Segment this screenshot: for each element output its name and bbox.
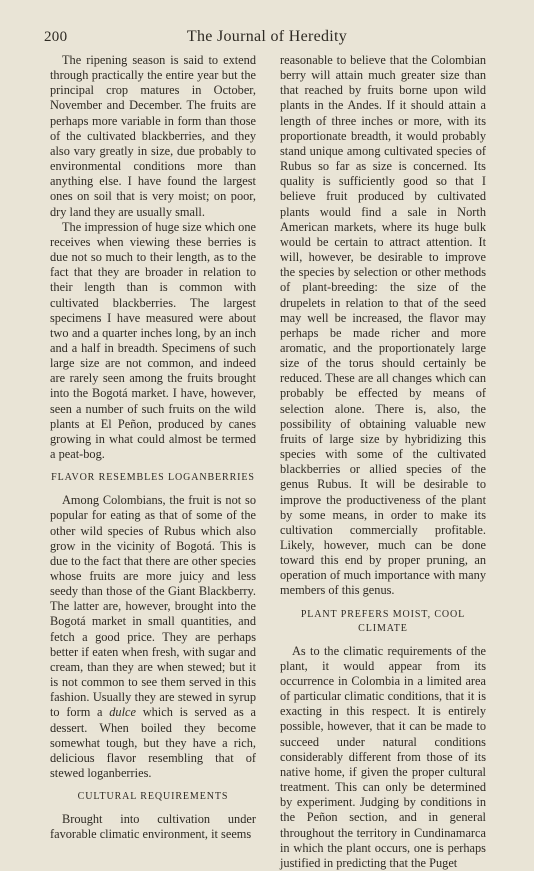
paragraph: The impression of huge size which one receives when viewing these berries is due not so much to their length, as to the fact that they are broader in relation to their length than is common with cultivated blackberries. The largest specimens I have measured were about two and a quarter inches long, by an inch and a half in breadth. Specimens of such large size are not common, and indeed are rarely seen among the fruits brought into the Bogotá market. I have, however, seen a number of such fruits on the wild plants at El Peñon, produced by canes growing in what could almost be termed a peat-bog. <box>50 219 256 462</box>
right-column <box>280 53 486 871</box>
section-heading: PLANT PREFERS MOIST, COOL CLIMATE <box>300 608 466 634</box>
paragraph: As to the climatic requirements of the plant, it would appear from its occurrence in Colombia in a limited area of particular climatic conditions, that it is exacting in this respect. It is entirely possible, however, that it can be made to succeed under natural conditions considerably different from those of its native home, if given the proper cultural treatment. This can only be determined by experiment. Judging by conditions in the Peñon section, and in general throughout the territory in Cundinamarca in which the plant occurs, one is perhaps justified in predicting that the Puget <box>280 643 486 870</box>
left-column <box>50 53 256 843</box>
page-header <box>44 26 490 48</box>
paragraph: reasonable to believe that the Colombian berry will attain much greater size than that reached by fruits borne upon wild plants in the Andes. If it should attain a length of three inches or more, with its proportionate breadth, it would probably stand unique among cultivated species of Rubus so far as size is concerned. Its quality is sufficiently good so that I believe fruit produced by cultivated plants would find a sale in North American markets, where its huge bulk would be certain to attract attention. It will, however, be desirable to improve the species by selection or other methods of plant-breeding: the size of the drupelets in relation to that of the seed may well be increased, the flavor may perhaps be made richer and more aromatic, and the proportionately large size of the torus should certainly be reduced. These are all changes which can probably be effected by means of selection alone. There is, also, the possibility of obtaining valuable new fruits of large size by hybridizing this species with some of the cultivated blackberries or allied species of the genus Rubus. It will be desirable to improve the productiveness of the plant by some means, in order to make its cultivation commercially profitable. Likely, however, much can be done toward this end by proper pruning, an operation of much importance with many members of this genus. <box>280 53 486 598</box>
paragraph <box>50 493 256 781</box>
paragraph-text: which is served as a dessert. When boiled they become somewhat tough, but they have a rich, delicious flavor resembling that of stewed loganberries. <box>50 705 256 781</box>
section-heading: FLAVOR RESEMBLES LOGANBERRIES <box>51 472 255 484</box>
paragraph: Brought into cultivation under favorable climatic environment, it seems <box>50 812 256 842</box>
paragraph-text: Among Colombians, the fruit is not so popular for eating as that of some of the other wild species of Rubus which also grow in the vicinity of Bogotá. This is due to the fact that there are other species whose fruits are more juicy and less seedy than those of the Giant Blackberry. The latter are, however, brought into the Bogotá market in small quantities, and fetch a good price. They are perhaps better if eaten when fresh, with sugar and cream, than they are when stewed; but it is not common to see them served in this fashion. Usually they are stewed in syrup to form a <box>50 493 256 720</box>
paragraph: The ripening season is said to extend through practically the entire year but the principal crop matures in October, November and December. The fruits are perhaps more variable in form than those of the cultivated blackberries, and they also vary greatly in size, due probably to environmental conditions more than anything else. I have found the largest ones on soil that is very moist; on poor, dry land they are usually small. <box>50 53 256 219</box>
page-number: 200 <box>44 29 68 45</box>
italic-term: dulce <box>109 705 136 720</box>
section-heading: CULTURAL REQUIREMENTS <box>77 791 229 803</box>
running-title: The Journal of Heredity <box>186 28 348 45</box>
